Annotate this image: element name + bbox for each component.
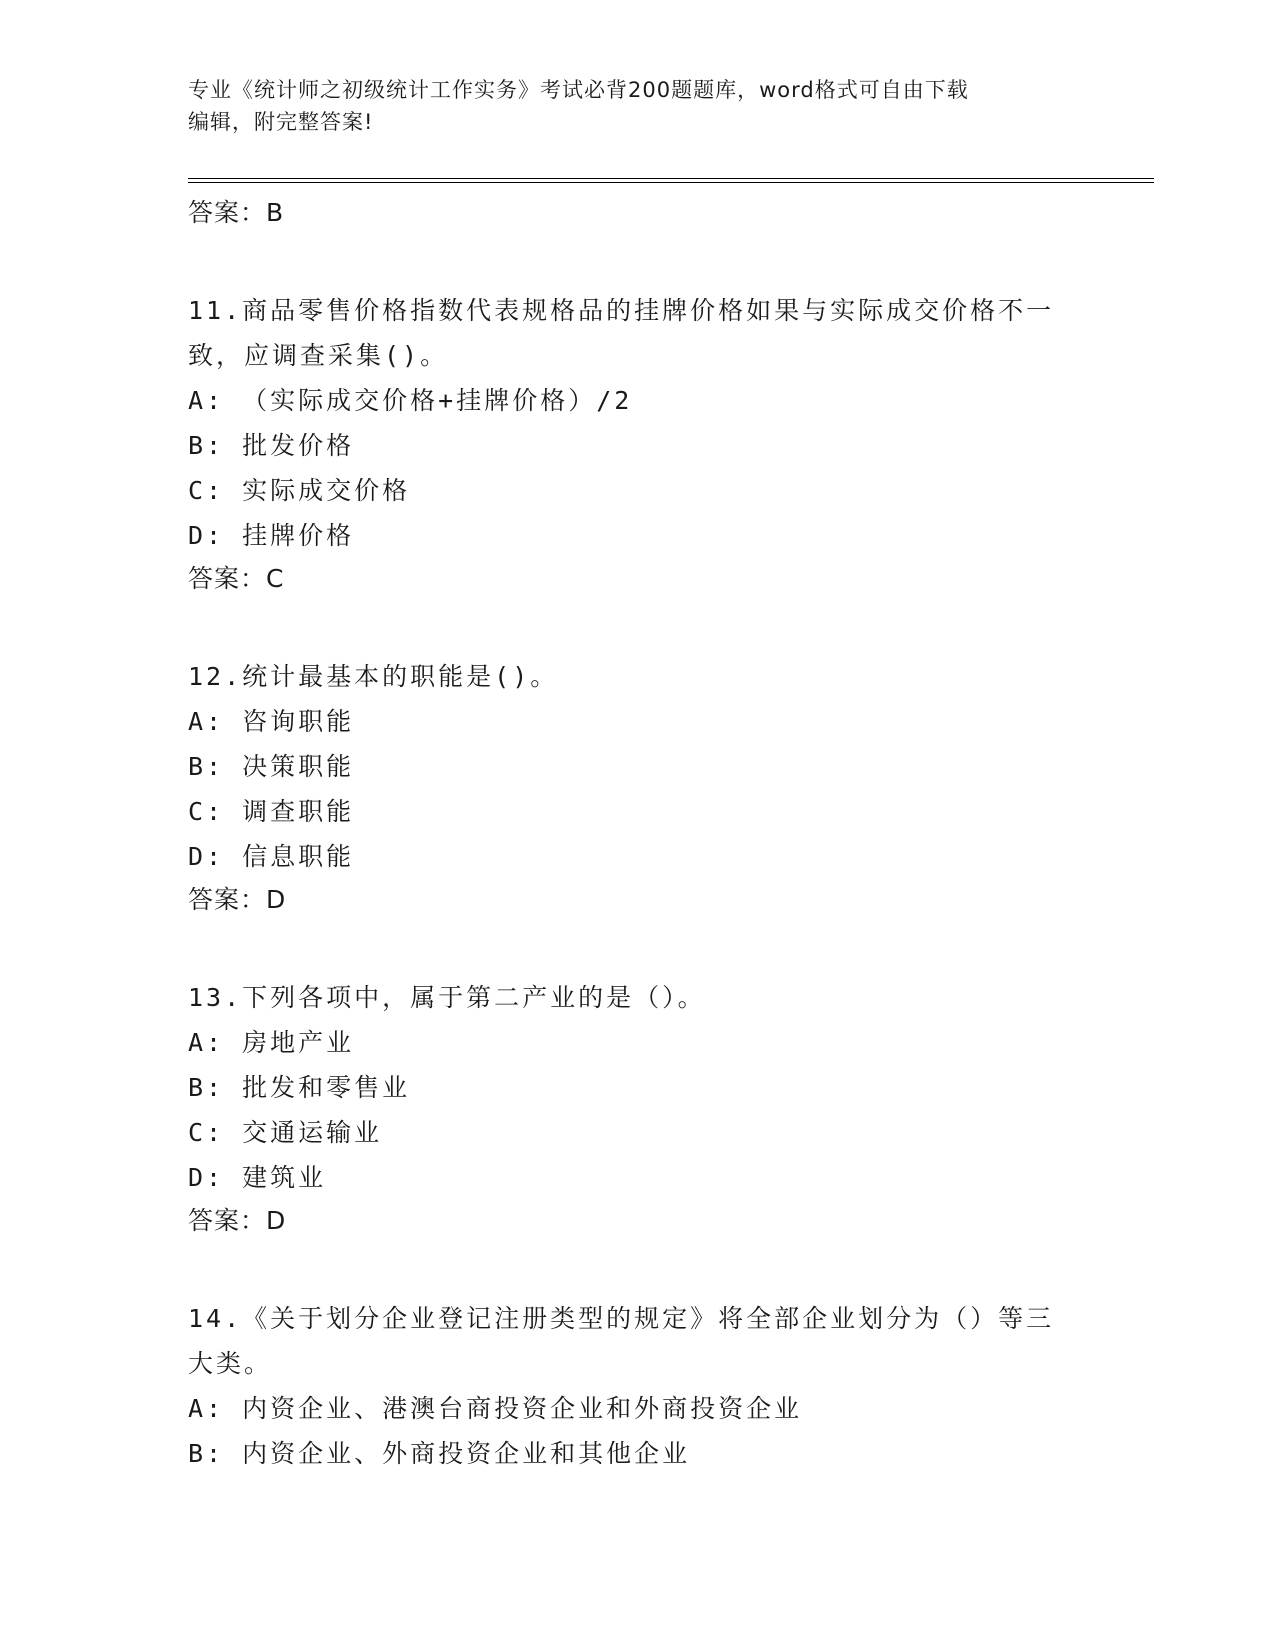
question-text-line: 12.统计最基本的职能是()。 [188,662,559,691]
question-list [188,192,1088,1476]
option-d: D: 信息职能 [188,842,355,871]
question-11 [188,288,1088,600]
header-line-2: 编辑，附完整答案! [188,110,374,134]
question-12 [188,654,1088,921]
document-header [188,74,1088,138]
answer-label: 答案：D [188,885,287,914]
option-a: A: 内资企业、港澳台商投资企业和外商投资企业 [188,1394,803,1423]
option-d: D: 挂牌价格 [188,521,355,550]
option-c: C: 交通运输业 [188,1118,383,1147]
answer-label: 答案：B [188,198,285,227]
question-text-line: 14.《关于划分企业登记注册类型的规定》将全部企业划分为（）等三 [188,1304,1055,1333]
header-divider-top [188,178,1154,179]
question-text-line: 致，应调查采集()。 [188,341,449,370]
question-text-line: 13.下列各项中，属于第二产业的是（）。 [188,983,706,1012]
option-b: B: 批发和零售业 [188,1073,411,1102]
header-line-1: 专业《统计师之初级统计工作实务》考试必背200题题库，word格式可自由下载 [188,78,969,102]
option-b: B: 内资企业、外商投资企业和其他企业 [188,1439,691,1468]
option-a: A: 房地产业 [188,1028,355,1057]
question-14 [188,1296,1088,1476]
header-divider-bottom [188,182,1154,183]
option-b: B: 决策职能 [188,752,355,781]
question-text-line: 11.商品零售价格指数代表规格品的挂牌价格如果与实际成交价格不一 [188,296,1055,325]
answer-label: 答案：C [188,564,285,593]
option-c: C: 调查职能 [188,797,355,826]
answer-label: 答案：D [188,1206,287,1235]
question-text-line: 大类。 [188,1349,273,1378]
question-13 [188,975,1088,1242]
option-a: A: （实际成交价格+挂牌价格）/2 [188,386,633,415]
option-a: A: 咨询职能 [188,707,355,736]
option-c: C: 实际成交价格 [188,476,411,505]
option-b: B: 批发价格 [188,431,355,460]
option-d: D: 建筑业 [188,1163,327,1192]
